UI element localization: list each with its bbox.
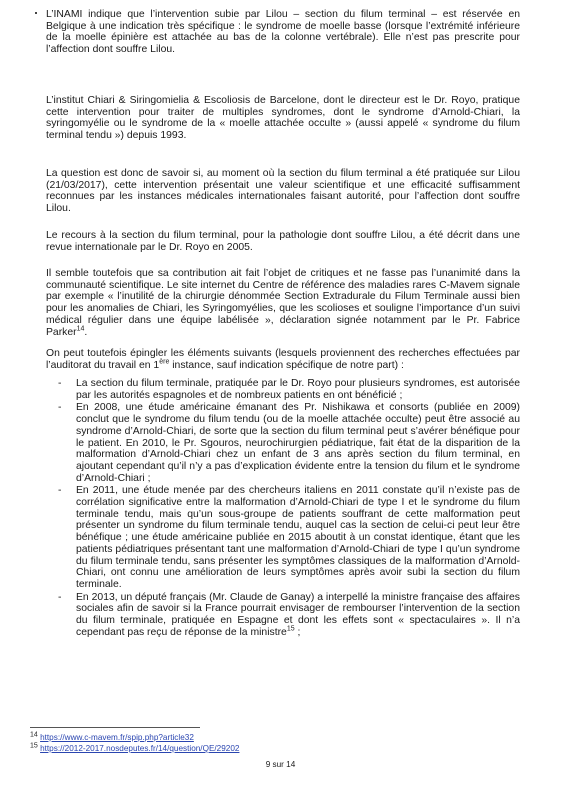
footnote-ref-15[interactable]: 15 <box>286 625 295 633</box>
list-item-tail: ; <box>294 626 301 638</box>
list-item <box>46 485 520 590</box>
list-item <box>46 402 520 484</box>
footnote-15 <box>30 744 239 754</box>
bullet-dash: - <box>58 402 62 414</box>
footnote-number: 14 <box>30 731 38 739</box>
paragraph-critiques: Il semble toutefois que sa contribution ait fait l’objet de critiques et ne fasse pas l’unanimité dans la communauté scientifique. Le site internet du Centre de référence des maladies rares C-Mavem signale par exemple « l’inutilité de la chirurgie dénommée Section Extradurale du Filum Terminale aussi bien pour les anomalies de Chiari, les Syringomyélies, que les scolioses et souligne l’importance d’un suivi médical régulier dans une équipe labélisée », déclaration signée notamment par le Pr. Fabrice Parker$^{14}$. <box>46 268 520 338</box>
page-number: 9 sur 14 <box>265 760 296 769</box>
footnote-ref-14[interactable]: 14 <box>76 325 85 333</box>
paragraph-institut: L’institut Chiari & Siringomielia & Escoliosis de Barcelone, dont le directeur est le Dr. Royo, pratique cette intervention pour traiter de multiples syndromes, dont le syndrome d’Arnold-Chiari, la syringomyélie ou le syndrome de la « moelle attachée occulte » (aussi appelé « syndrome du filum terminal tendu ») depuis 1993. <box>46 95 520 142</box>
footnote-separator <box>30 727 200 728</box>
bullet-dash: - <box>58 378 62 389</box>
findings-list <box>46 378 520 639</box>
list-item-text: La section du filum terminale, pratiquée par le Dr. Royo pour plusieurs syndromes, est autorisée par les autorités espagnoles et de nombreux patients en ont bénéficié ; <box>76 378 520 401</box>
list-item-text: En 2013, un député français (Mr. Claude de Ganay) a interpellé la ministre française des affaires sociales afin de savoir si la France pourrait envisager de rembourser l’intervention de la section du filum terminale, pratiquée en Espagne et dont les effets sont « spectaculaires ». Il n’a cependant pas reçu de réponse de la ministre <box>76 591 520 638</box>
footnote-link[interactable]: https://2012-2017.nosdeputes.fr/14/question/QE/29202 <box>40 744 240 753</box>
footnote-14 <box>30 733 194 743</box>
intro-superscript: ère <box>159 358 170 366</box>
scan-mark <box>35 12 37 14</box>
list-item-text: En 2008, une étude américaine émanant des Pr. Nishikawa et consorts (publiée en 2009) conclut que le syndrome du filum tendu (ou de la moelle attachée occulte) peut être associé au syndrome d’Arnold-Chiari, de sorte que la section du filum terminal peut s’avérer bénéfique pour le patient. En 2010, le Pr. Sgouros, neurochirurgien pédiatrique, fait état de la disparition de la malformation d’Arnold-Chiari chez un enfant de 3 ans après section du filum terminal, en ajoutant cependant qu’il n’y a pas d’explication évidente entre la tension du filum et le syndrome d’Arnold-Chiari ; <box>76 402 520 484</box>
bullet-dash: - <box>58 591 62 603</box>
list-item-text: En 2011, une étude menée par des chercheurs italiens en 2011 constate qu’il n’existe pas de corrélation significative entre la malformation d’Arnold-Chiari de type I et le syndrome du filum terminale tendu, mais qu’un sous-groupe de patients souffrant de cette malformation peut présenter un syndrome du filum terminale tendu, auquel cas la section de celui-ci peut leur être bénéfique ; une étude américaine publiée en 2015 aboutit à un constat identique, étant que les patients pédiatriques présentant tant une malformation d’Arnold-Chiari de type I qu’un syndrome du filum terminale tendu, sans présenter les symptômes classiques de la malformation d’Arnold-Chiari, ont connu une amélioration de leurs symptômes après avoir subi la section du filum terminale. <box>76 485 520 590</box>
paragraph-inami: L’INAMI indique que l’intervention subie par Lilou – section du filum terminal – est réservée en Belgique à une indication très spécifique : le syndrome de moelle basse (lorsque l’extrémité inférieure de la moelle épinière est attachée au bas de la colonne vertébrale). Elle n’est pas prescrite pour l’affection dont souffre Lilou. <box>46 9 520 56</box>
paragraph-intro <box>46 348 520 371</box>
footnote-number: 15 <box>30 742 38 750</box>
intro-after: instance, sauf indication spécifique de notre part) : <box>169 359 404 371</box>
paragraph-question: La question est donc de savoir si, au moment où la section du filum terminal a été pratiquée sur Lilou (21/03/2017), cette intervention présentait une valeur scientifique et une efficacité suffisamment reconnues par les instances médicales internationales faisant autorité, pour l’affection dont souffre Lilou. <box>46 168 520 215</box>
intro-before: On peut toutefois épingler les éléments suivants (lesquels proviennent des recherches effectuées par l’auditorat du travail en 1 <box>46 348 520 371</box>
footnote-link[interactable]: https://www.c-mavem.fr/spip.php?article32 <box>40 733 194 742</box>
list-item <box>46 592 520 639</box>
paragraph-recours: Le recours à la section du filum terminal, pour la pathologie dont souffre Lilou, a été décrit dans une revue internationale par le Dr. Royo en 2005. <box>46 230 520 253</box>
bullet-dash: - <box>58 485 62 497</box>
list-item <box>46 378 520 401</box>
paragraph-critiques-text: Il semble toutefois que sa contribution ait fait l’objet de critiques et ne fasse pas l’unanimité dans la communauté scientifique. Le site internet du Centre de référence des maladies rares C-Mavem signale par exemple « l’inutilité de la chirurgie dénommée Section Extradurale du Filum Terminale aussi bien pour les anomalies de Chiari, les Syringomyélies, que les scolioses et souligne l’importance d’un suivi médical régulier dans une équipe labélisée », déclaration signée notamment par le Pr. Fabrice Parker <box>46 268 520 338</box>
